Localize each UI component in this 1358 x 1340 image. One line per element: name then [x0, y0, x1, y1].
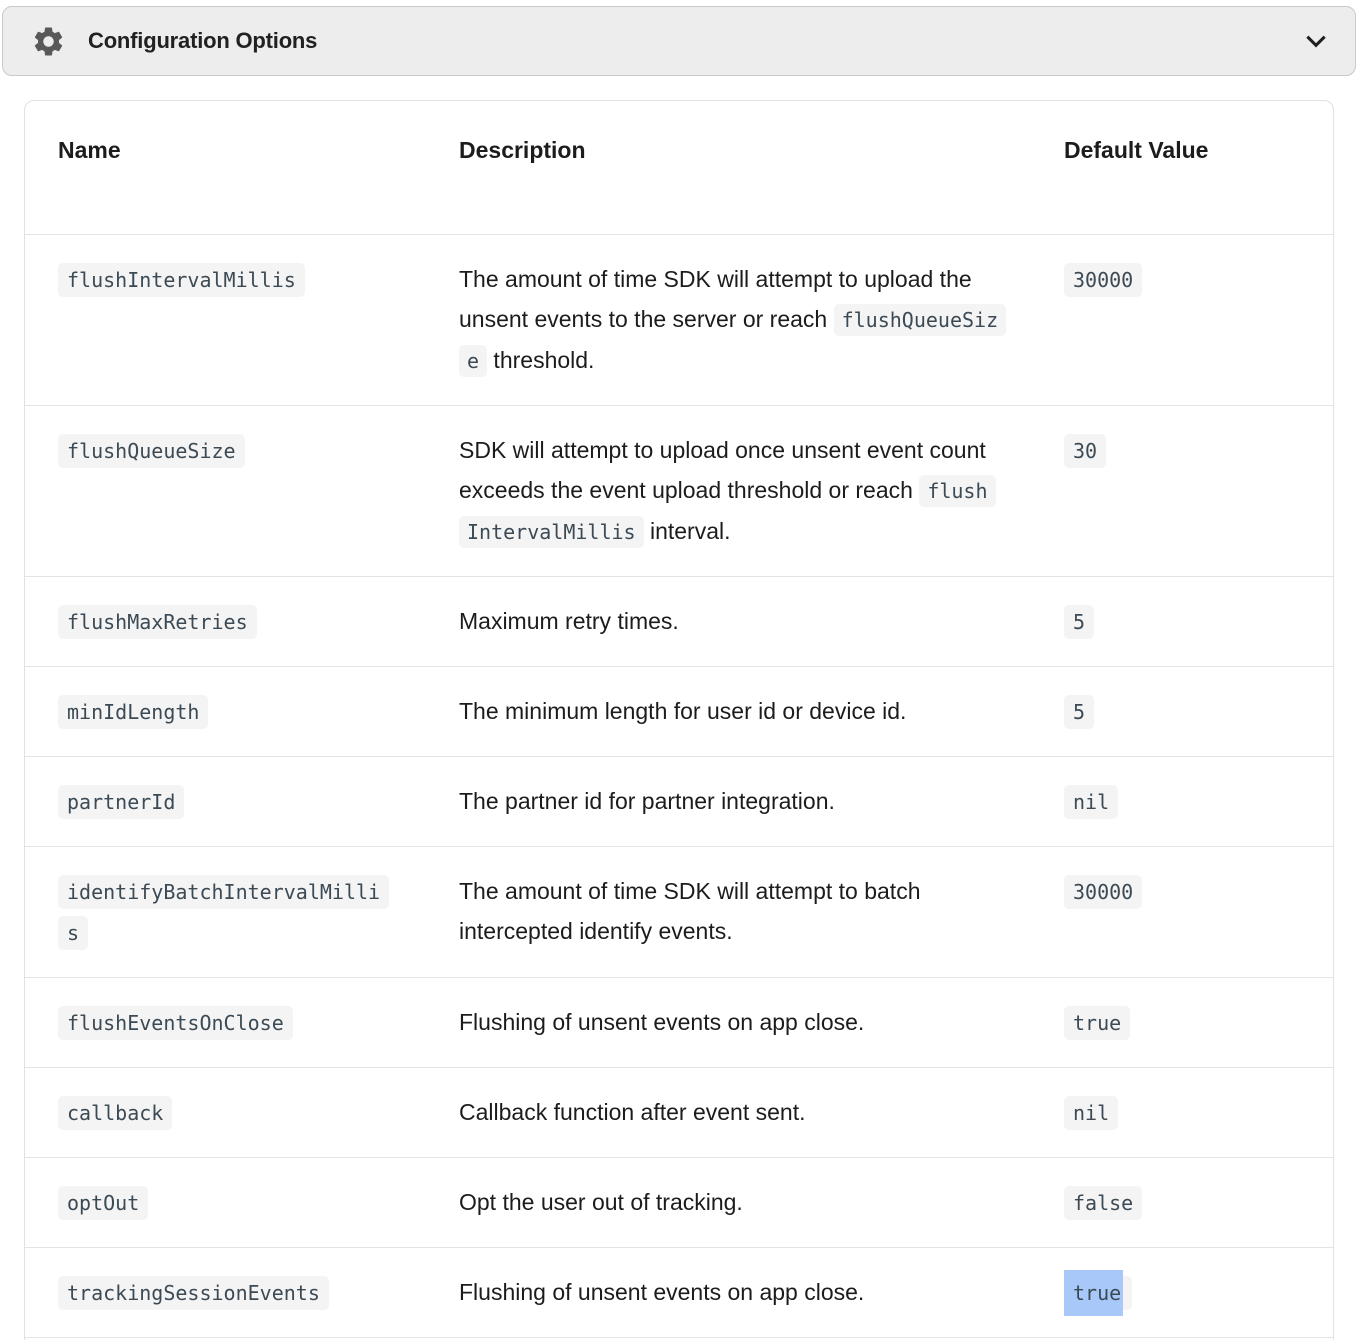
table-row: [25, 1248, 1334, 1338]
table-row: [25, 406, 1334, 577]
option-name-cell: [25, 577, 459, 667]
default-value-cell: [1064, 1068, 1334, 1158]
table-header-row: [25, 101, 1334, 235]
option-name-cell: [25, 847, 459, 978]
column-header-description: Description: [459, 137, 586, 163]
default-value-cell: [1064, 667, 1334, 757]
default-value-cell: [1064, 406, 1334, 577]
default-value-badge: 30: [1064, 434, 1106, 468]
column-header-name: Name: [58, 137, 121, 163]
option-description-cell: Callback function after event sent.: [459, 1099, 806, 1125]
default-value-badge: nil: [1064, 1096, 1118, 1130]
option-name-badge: flushIntervalMillis: [58, 263, 305, 297]
option-name-badge: flushMaxRetries: [58, 605, 257, 639]
default-value-cell: [1064, 1248, 1334, 1338]
option-description-cell: Flushing of unsent events on app close.: [459, 1279, 865, 1305]
option-description-cell: The amount of time SDK will attempt to batch intercepted identify events.: [459, 878, 921, 944]
option-name-cell: [25, 1248, 459, 1338]
default-value-cell: [1064, 847, 1334, 978]
option-description-cell: Maximum retry times.: [459, 608, 679, 634]
option-description-cell: The partner id for partner integration.: [459, 788, 835, 814]
option-name-badge: trackingSessionEvents: [58, 1276, 329, 1310]
table-row: [25, 667, 1334, 757]
default-value-cell: [1064, 577, 1334, 667]
option-name-badge: flushQueueSize: [58, 434, 245, 468]
option-name-badge: partnerId: [58, 785, 184, 819]
option-name-badge: identifyBatchIntervalMillis: [58, 875, 389, 950]
table-row: [25, 978, 1334, 1068]
default-value-badge: [1064, 1276, 1132, 1310]
config-options-card: [24, 100, 1334, 1340]
table-row: [25, 235, 1334, 406]
default-value-badge: nil: [1064, 785, 1118, 819]
gear-icon: [31, 24, 66, 59]
option-name-badge: callback: [58, 1096, 172, 1130]
default-value-badge: false: [1064, 1186, 1142, 1220]
configuration-options-accordion-header[interactable]: [2, 6, 1356, 76]
default-value-cell: [1064, 235, 1334, 406]
option-description-cell: Flushing of unsent events on app close.: [459, 1009, 865, 1035]
inline-code: flushIntervalMillis: [459, 475, 996, 548]
option-name-badge: minIdLength: [58, 695, 208, 729]
inline-code: flushQueueSize: [459, 304, 1006, 377]
option-name-cell: [25, 757, 459, 847]
option-name-badge: flushEventsOnClose: [58, 1006, 293, 1040]
option-name-badge: optOut: [58, 1186, 148, 1220]
default-value-badge: 5: [1064, 695, 1094, 729]
default-value-badge: 5: [1064, 605, 1094, 639]
option-description-cell: SDK will attempt to upload once unsent event count exceeds the event upload threshold or reach flushIntervalMillis interval.: [459, 406, 1064, 577]
table-row: [25, 1158, 1334, 1248]
chevron-down-icon: [1303, 28, 1329, 54]
default-value-badge: 30000: [1064, 263, 1142, 297]
option-name-cell: [25, 406, 459, 577]
default-value-cell: [1064, 757, 1334, 847]
table-row: [25, 757, 1334, 847]
accordion-title: Configuration Options: [88, 28, 318, 53]
selected-text: true: [1064, 1270, 1123, 1316]
option-name-cell: [25, 667, 459, 757]
option-name-cell: [25, 1068, 459, 1158]
option-name-cell: [25, 235, 459, 406]
default-value-badge: true: [1064, 1006, 1130, 1040]
default-value-cell: [1064, 1158, 1334, 1248]
option-description-cell: The minimum length for user id or device id.: [459, 698, 907, 724]
option-name-cell: [25, 978, 459, 1068]
default-value-badge: 30000: [1064, 875, 1142, 909]
config-options-table: [25, 101, 1334, 1340]
table-row: [25, 1068, 1334, 1158]
option-description-cell: The amount of time SDK will attempt to upload the unsent events to the server or reach flushQueueSize threshold.: [459, 235, 1064, 406]
table-row: [25, 577, 1334, 667]
default-value-cell: [1064, 978, 1334, 1068]
option-description-cell: Opt the user out of tracking.: [459, 1189, 743, 1215]
table-row: [25, 847, 1334, 978]
option-name-cell: [25, 1158, 459, 1248]
column-header-default-value: Default Value: [1064, 137, 1209, 163]
